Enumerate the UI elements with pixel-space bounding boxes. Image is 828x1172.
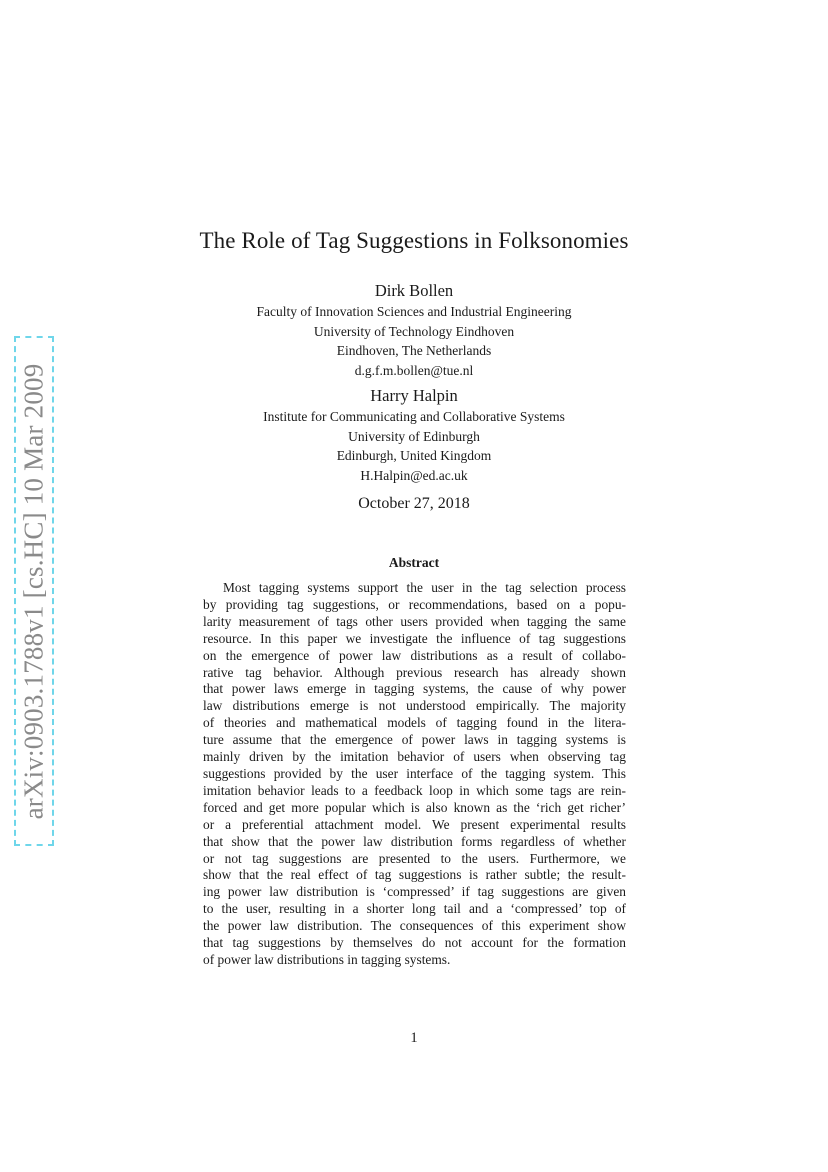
abstract-line: to the user, resulting in a shorter long tail and a ‘compressed’ top of [203, 901, 626, 917]
author-email: H.Halpin@ed.ac.uk [360, 467, 468, 483]
abstract-line: mainly driven by the imitation behavior of users when observing tag [203, 749, 626, 765]
author-affiliation-line: Edinburgh, United Kingdom [336, 448, 492, 464]
page-number: 1 [410, 1030, 418, 1046]
paper-date: October 27, 2018 [358, 495, 470, 512]
abstract-line: imitation behavior leads to a feedback loop in which some tags are rein- [203, 782, 626, 798]
abstract-line: or not tag suggestions are presented to the users. Furthermore, we [203, 850, 626, 866]
author-name: Harry Halpin [370, 386, 458, 405]
abstract-line: on the emergence of power law distributions as a result of collabo- [203, 647, 626, 663]
author-name: Dirk Bollen [374, 281, 454, 300]
abstract-line: forced and get more popular which is also known as the ‘rich get richer’ [203, 799, 626, 815]
abstract-line: or a preferential attachment model. We present experimental results [203, 816, 626, 832]
author-affiliation-line: Institute for Communicating and Collaborative Systems [263, 409, 565, 424]
author-affiliation-line: University of Edinburgh [348, 428, 480, 444]
abstract-line: resource. In this paper we investigate the influence of tag suggestions [203, 630, 626, 646]
author-block-2 [0, 385, 828, 485]
abstract-line: the power law distribution. The consequences of this experiment show [203, 918, 626, 934]
abstract-line: ture assume that the emergence of power laws in tagging systems is [203, 732, 626, 748]
abstract-line: larity measurement of tags other users provided when tagging the same [203, 613, 626, 629]
arxiv-identifier-text: arXiv:0903.1788v1 [cs.HC] 10 Mar 2009 [18, 363, 49, 819]
author-affiliation-line: Eindhoven, The Netherlands [336, 343, 492, 359]
abstract-heading: Abstract [388, 555, 440, 570]
abstract-line: law distributions emerge is not understood empirically. The majority [203, 698, 626, 714]
abstract-line: ing power law distribution is ‘compressed’ if tag suggestions are given [203, 884, 626, 900]
author-block-1 [0, 280, 828, 380]
author-affiliation-line: Faculty of Innovation Sciences and Industrial Engineering [256, 304, 572, 319]
abstract-line: suggestions provided by the user interface of the tagging system. This [203, 765, 626, 781]
abstract-line: of theories and mathematical models of tagging found in the litera- [203, 715, 626, 731]
abstract-line: Most tagging systems support the user in the tag selection process [223, 580, 626, 595]
paper-title: The Role of Tag Suggestions in Folksonomies [199, 228, 629, 253]
abstract-line: that show that the power law distribution forms regardless of whether [203, 833, 626, 849]
abstract-body [203, 580, 626, 969]
abstract-line: show that the real effect of tag suggestions is rather subtle; the result- [203, 867, 626, 883]
abstract-line: that tag suggestions by themselves do not account for the formation [203, 935, 626, 951]
author-affiliation-line: University of Technology Eindhoven [313, 323, 515, 339]
abstract-line: of power law distributions in tagging systems. [203, 951, 451, 967]
abstract-line: by providing tag suggestions, or recommendations, based on a popu- [203, 596, 626, 612]
author-email: d.g.f.m.bollen@tue.nl [354, 362, 474, 378]
abstract-line: that power laws emerge in tagging systems, the cause of why power [203, 681, 626, 697]
abstract-line: rative tag behavior. Although previous research has already shown [203, 664, 626, 680]
